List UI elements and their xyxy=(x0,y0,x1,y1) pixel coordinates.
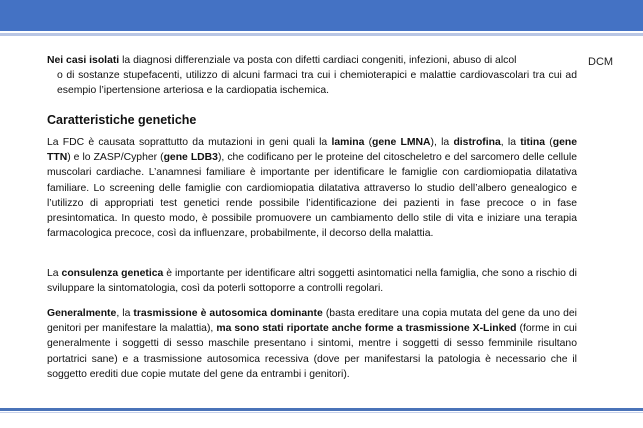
section-heading: Caratteristiche genetiche xyxy=(47,113,197,127)
bold-term: lamina xyxy=(331,137,365,148)
text: ), la xyxy=(430,137,454,148)
bold-term: Generalmente xyxy=(47,308,117,319)
text: , la xyxy=(500,137,521,148)
bold-term: gene LDB3 xyxy=(163,152,218,164)
section-tag: DCM xyxy=(588,56,614,68)
header-divider xyxy=(0,33,643,36)
text: la diagnosi differenziale va posta con difetti cardiaci congeniti, infezioni, abuso di alcol xyxy=(119,55,517,66)
paragraph-counseling xyxy=(47,266,577,296)
footer-divider-light xyxy=(0,412,643,413)
paragraph-genetics xyxy=(47,135,577,241)
header-band xyxy=(0,0,643,31)
text-continuation: o di sostanze stupefacenti, utilizzo di alcuni farmaci tra cui i chemioterapici e malattie cardiovascolari tra cui ad esempio l’ipertensione arteriosa e la cardiopatia ischemica. xyxy=(57,70,577,97)
paragraph-isolated-cases xyxy=(47,53,577,99)
footer-divider xyxy=(0,408,643,411)
bold-term: gene LMNA xyxy=(372,137,431,148)
bold-term: trasmissione è autosomica dominante xyxy=(133,308,323,319)
paragraph-transmission xyxy=(47,306,577,382)
bold-term: ma sono stati riportate anche forme a trasmissione X-Linked xyxy=(216,323,517,335)
bold-term: consulenza genetica xyxy=(61,268,164,279)
text: ) e lo ZASP/Cypher ( xyxy=(67,152,164,164)
text: La xyxy=(47,268,62,279)
bold-term: gene TTN xyxy=(47,137,577,164)
text: ( xyxy=(364,137,373,148)
text: ( xyxy=(545,137,553,148)
text: (basta ereditare una copia mutata del gene da uno dei genitori per manifestare la malattia), xyxy=(47,308,577,335)
bold-lead: Nei casi isolati xyxy=(47,55,120,66)
bold-term: titina xyxy=(520,137,546,148)
text: (forme in cui generalmente i soggetti di sesso maschile presentano i sintomi, mentre i soggetti di sesso femminile risultano portatrici sane) e a trasmissione autosomica recessiva (dove per manifestarsi la patologia è necessario che il soggetto erediti due copie mutate del gene da entrambi i genitori). xyxy=(47,323,577,380)
text: , la xyxy=(116,308,134,319)
text: ), che codificano per le proteine del citoscheletro e del sarcomero delle cellule muscolari cardiache. L’anamnesi familiare è importante per identificare le famiglie con cardiomiopatia dilatativa familiare. Lo screening delle famiglie con cardiomiopatia dilatativa attraverso lo studio dell’albero genealogico e l’utilizzo di appropriati test genetici rende possibile l’identificazione dei pazienti in fase precoce o in fase presintomatica. In questo modo, è possibile promuovere un cambiamento dello stile di vita e iniziare una terapia farmacologica precoce, così da influenzare, probabilmente, il decorso della malattia. xyxy=(47,152,577,240)
bold-term: distrofina xyxy=(453,137,501,148)
text: è importante per identificare altri soggetti asintomatici nella famiglia, che sono a rischio di sviluppare la sintomatologia, così da poterli sottoporre a controlli regolari. xyxy=(47,268,577,295)
text: La FDC è causata soprattutto da mutazioni in geni quali la xyxy=(47,137,332,148)
